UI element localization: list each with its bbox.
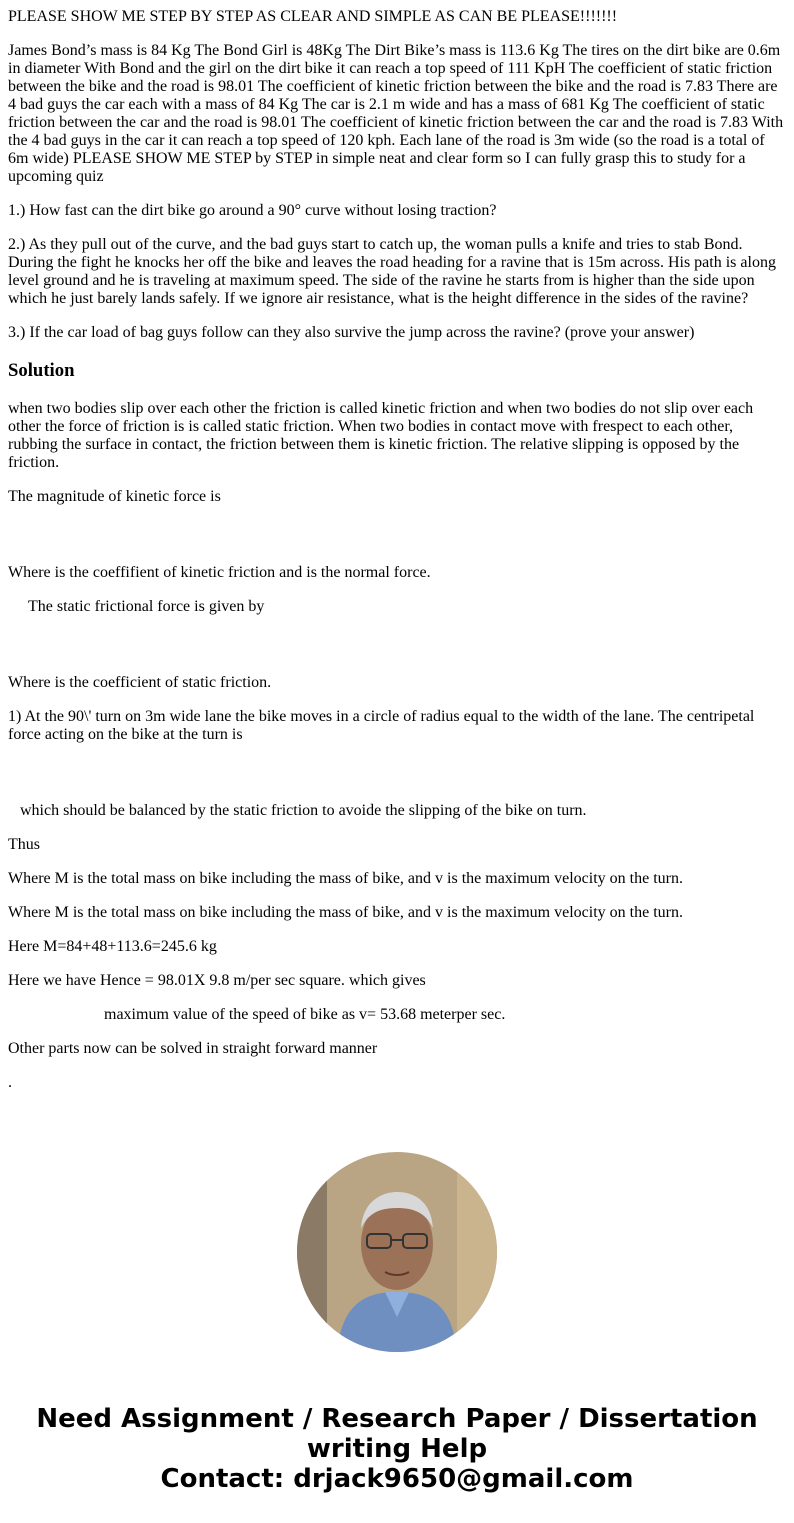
question-1: 1.) How fast can the dirt bike go around a 90° curve without losing traction? [8, 202, 497, 219]
solution-paragraph: The magnitude of kinetic force is [8, 488, 221, 505]
question-2: 2.) As they pull out of the curve, and the bad guys start to catch up, the woman pulls a knife and tries to stab Bond. During the fight he knocks her off the bike and leaves the road heading for a ravine that is 15m across. His path is along level ground and he is traveling at maximum speed. The side of the ravine he starts from is higher than the side upon which he just barely lands safely. If we ignore air resistance, what is the height difference in the sides of the ravine? [8, 236, 776, 307]
question-request: PLEASE SHOW ME STEP BY STEP AS CLEAR AND SIMPLE AS CAN BE PLEASE!!!!!!! [8, 8, 618, 25]
solution-paragraph: 1) At the 90\' turn on 3m wide lane the bike moves in a circle of radius equal to the width of the lane. The centripetal force acting on the bike at the turn is [8, 708, 755, 743]
footer-line: Need Assignment / Research Paper / Dissertation [36, 1404, 758, 1434]
solution-paragraph: Other parts now can be solved in straight forward manner [8, 1040, 378, 1057]
solution-paragraph: Where M is the total mass on bike including the mass of bike, and v is the maximum velocity on the turn. [8, 870, 683, 887]
solution-paragraph: Where is the coeffifient of kinetic friction and is the normal force. [8, 564, 431, 581]
solution-paragraph: Here we have Hence = 98.01X 9.8 m/per sec square. which gives [8, 972, 426, 989]
contact-email: Contact: drjack9650@gmail.com [160, 1464, 634, 1494]
question-scenario: James Bond’s mass is 84 Kg The Bond Girl is 48Kg The Dirt Bike’s mass is 113.6 Kg The tires on the dirt bike are 0.6m in diameter With Bond and the girl on the dirt bike it can reach a top speed of 111 KpH The coefficient of static friction between the bike and the road is 98.01 The coefficient of kinetic friction between the bike and the road is 7.83 There are 4 bad guys the car each with a mass of 84 Kg The car is 2.1 m wide and has a mass of 681 Kg The coefficient of static friction between the car and the road is 98.01 The coefficient of kinetic friction between the car and the road is 7.83 With the 4 bad guys in the car it can reach a top speed of 120 kph. Each lane of the road is 3m wide (so the road is a total of 6m wide) PLEASE SHOW ME STEP by STEP in simple neat and clear form so I can fully grasp this to study for a upcoming quiz [8, 42, 784, 185]
question-3: 3.) If the car load of bag guys follow can they also survive the jump across the ravine? (prove your answer) [8, 324, 695, 341]
solution-paragraph: . [8, 1074, 12, 1091]
solution-paragraph: The static frictional force is given by [28, 598, 265, 615]
solution-paragraph: Where M is the total mass on bike including the mass of bike, and v is the maximum velocity on the turn. [8, 904, 683, 921]
footer-line: writing Help [306, 1434, 488, 1464]
missing-formula [8, 632, 786, 666]
author-photo [297, 1152, 497, 1352]
solution-paragraph: Thus [8, 836, 40, 853]
contact-footer [0, 1404, 794, 1494]
solution-heading: Solution [8, 360, 75, 381]
document-body [8, 0, 786, 1108]
solution-paragraph: when two bodies slip over each other the friction is called kinetic friction and when two bodies do not slip over each other the force of friction is is called static friction. When two bodies in contact move with frespect to each other, rubbing the surface in contact, the friction between them is kinetic friction. The relative slipping is opposed by the friction. [8, 400, 754, 471]
missing-formula [8, 522, 786, 556]
solution-paragraph: Where is the coefficient of static friction. [8, 674, 272, 691]
missing-formula [8, 760, 786, 794]
solution-paragraph: Here M=84+48+113.6=245.6 kg [8, 938, 217, 955]
solution-paragraph: which should be balanced by the static friction to avoide the slipping of the bike on turn. [20, 802, 587, 819]
solution-paragraph: maximum value of the speed of bike as v= 53.68 meterper sec. [104, 1006, 506, 1023]
